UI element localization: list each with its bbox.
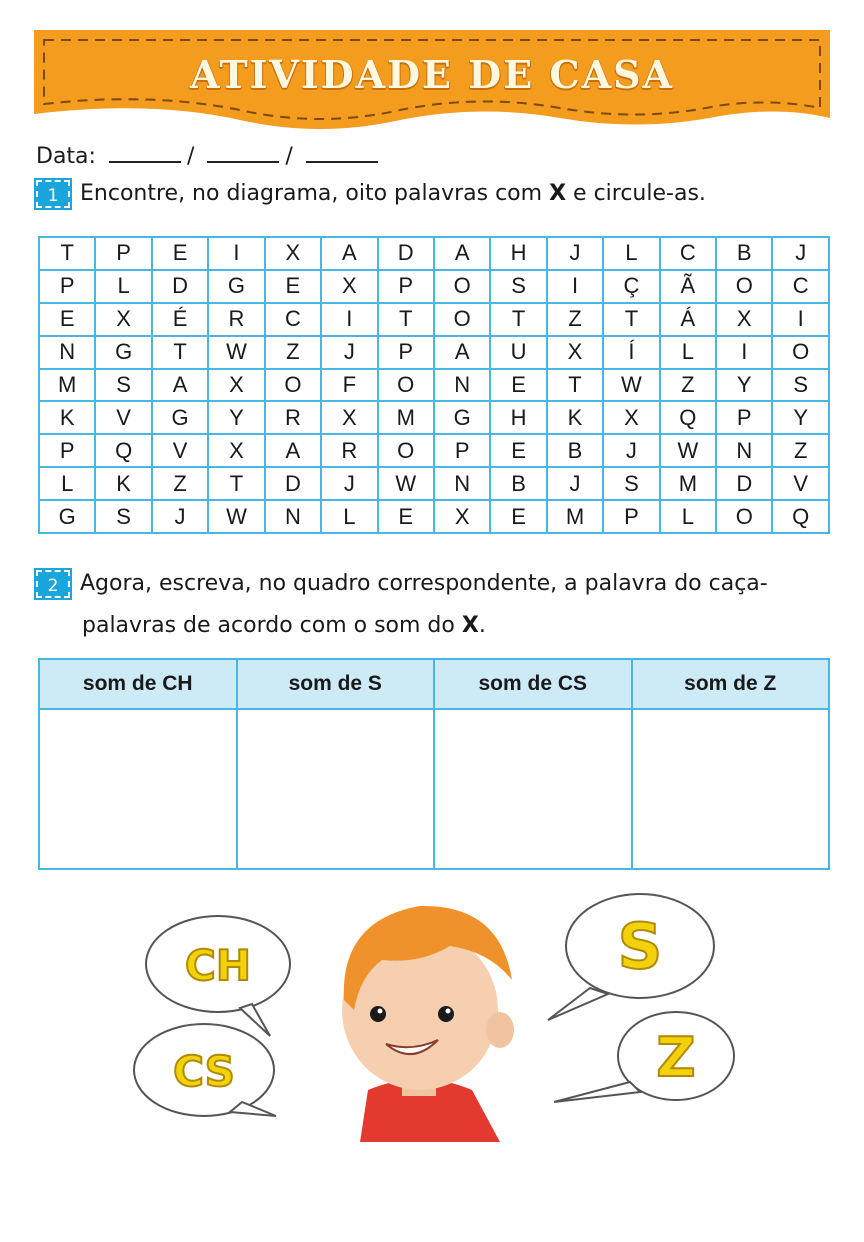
grid-cell[interactable]: J [152, 500, 208, 533]
answer-cell-s[interactable] [237, 709, 435, 869]
grid-cell[interactable]: S [95, 500, 151, 533]
question-bold-letter: X [549, 181, 567, 206]
grid-cell[interactable]: S [95, 369, 151, 402]
grid-cell[interactable]: W [378, 467, 434, 500]
grid-cell[interactable]: K [547, 401, 603, 434]
grid-cell[interactable]: Ç [603, 270, 659, 303]
grid-cell[interactable]: A [265, 434, 321, 467]
grid-cell[interactable]: Z [152, 467, 208, 500]
grid-cell[interactable]: É [152, 303, 208, 336]
grid-cell[interactable]: N [39, 336, 95, 369]
grid-cell[interactable]: X [265, 237, 321, 270]
grid-cell[interactable]: Y [208, 401, 264, 434]
date-line [36, 144, 384, 169]
grid-cell[interactable]: A [434, 336, 490, 369]
grid-cell[interactable]: L [321, 500, 377, 533]
question-bold-letter: X [461, 613, 479, 638]
grid-cell[interactable]: B [716, 237, 772, 270]
question-2 [36, 566, 836, 644]
grid-cell[interactable]: J [603, 434, 659, 467]
grid-cell[interactable]: O [716, 500, 772, 533]
page-title: ATIVIDADE DE CASA [189, 52, 675, 97]
grid-cell[interactable]: G [95, 336, 151, 369]
grid-cell[interactable]: Z [547, 303, 603, 336]
grid-cell[interactable]: O [378, 434, 434, 467]
grid-cell[interactable]: J [321, 336, 377, 369]
grid-row [39, 369, 829, 402]
question-text-end: e circule-as. [566, 181, 706, 206]
question-text: Encontre, no diagrama, oito palavras com [80, 181, 550, 206]
grid-cell[interactable]: T [39, 237, 95, 270]
grid-cell[interactable]: V [772, 467, 829, 500]
grid-cell[interactable]: T [208, 467, 264, 500]
grid-cell[interactable]: W [603, 369, 659, 402]
grid-cell[interactable]: N [716, 434, 772, 467]
grid-cell[interactable]: B [490, 467, 546, 500]
grid-cell[interactable]: C [772, 270, 829, 303]
question-text-end: . [478, 613, 486, 638]
grid-cell[interactable]: E [490, 369, 546, 402]
grid-cell[interactable]: I [716, 336, 772, 369]
grid-cell[interactable]: D [716, 467, 772, 500]
grid-cell[interactable]: A [321, 237, 377, 270]
grid-cell[interactable]: J [321, 467, 377, 500]
grid-cell[interactable]: V [95, 401, 151, 434]
grid-cell[interactable]: A [434, 237, 490, 270]
grid-cell[interactable]: X [716, 303, 772, 336]
grid-cell[interactable]: Y [772, 401, 829, 434]
grid-cell[interactable]: E [152, 237, 208, 270]
grid-cell[interactable]: J [772, 237, 829, 270]
answer-cell-ch[interactable] [39, 709, 237, 869]
grid-cell[interactable]: O [265, 369, 321, 402]
grid-cell[interactable]: P [95, 237, 151, 270]
grid-cell[interactable]: K [95, 467, 151, 500]
grid-cell[interactable]: S [772, 369, 829, 402]
grid-row [39, 467, 829, 500]
bubble-label-cs: CS [173, 1047, 235, 1096]
grid-cell[interactable]: B [547, 434, 603, 467]
header-som-z: som de Z [632, 659, 830, 709]
grid-cell[interactable]: A [152, 369, 208, 402]
word-search-grid [38, 236, 830, 534]
grid-cell[interactable]: R [208, 303, 264, 336]
grid-cell[interactable]: O [434, 270, 490, 303]
grid-cell[interactable]: E [378, 500, 434, 533]
grid-cell[interactable]: I [547, 270, 603, 303]
grid-cell[interactable]: T [490, 303, 546, 336]
grid-cell[interactable]: L [660, 500, 716, 533]
grid-cell[interactable]: X [321, 401, 377, 434]
grid-cell[interactable]: P [378, 270, 434, 303]
grid-cell[interactable]: P [603, 500, 659, 533]
grid-cell[interactable]: J [547, 237, 603, 270]
grid-cell[interactable]: X [434, 500, 490, 533]
grid-cell[interactable]: N [265, 500, 321, 533]
grid-row [39, 270, 829, 303]
grid-cell[interactable]: W [660, 434, 716, 467]
grid-cell[interactable]: P [39, 270, 95, 303]
sounds-table [38, 658, 830, 870]
grid-cell[interactable]: Z [772, 434, 829, 467]
question-number-badge: 2 [36, 570, 70, 598]
date-day-blank[interactable] [109, 147, 181, 163]
grid-cell[interactable]: D [152, 270, 208, 303]
grid-cell[interactable]: M [39, 369, 95, 402]
grid-cell[interactable]: T [603, 303, 659, 336]
header-som-s: som de S [237, 659, 435, 709]
grid-cell[interactable]: N [434, 369, 490, 402]
boy-illustration [120, 880, 760, 1150]
grid-cell[interactable]: C [265, 303, 321, 336]
grid-cell[interactable]: P [434, 434, 490, 467]
question-text-line2: palavras de acordo com o som do [82, 613, 462, 638]
grid-cell[interactable]: E [265, 270, 321, 303]
boy-character [342, 906, 514, 1142]
grid-cell[interactable]: G [434, 401, 490, 434]
grid-cell[interactable]: X [95, 303, 151, 336]
grid-cell[interactable]: L [603, 237, 659, 270]
grid-cell[interactable]: O [434, 303, 490, 336]
grid-cell[interactable]: I [208, 237, 264, 270]
grid-cell[interactable]: G [39, 500, 95, 533]
grid-cell[interactable]: P [39, 434, 95, 467]
date-month-blank[interactable] [207, 147, 279, 163]
grid-cell[interactable]: L [39, 467, 95, 500]
grid-cell[interactable]: O [716, 270, 772, 303]
grid-cell[interactable]: Á [660, 303, 716, 336]
grid-cell[interactable]: Ã [660, 270, 716, 303]
grid-cell[interactable]: M [378, 401, 434, 434]
grid-cell[interactable]: R [321, 434, 377, 467]
bubble-label-s: S [617, 910, 663, 983]
grid-cell[interactable]: J [547, 467, 603, 500]
speech-bubble-s [548, 894, 714, 1020]
grid-cell[interactable]: P [716, 401, 772, 434]
grid-cell[interactable]: Í [603, 336, 659, 369]
date-separator: / [285, 144, 293, 169]
grid-row [39, 500, 829, 533]
date-year-blank[interactable] [306, 147, 378, 163]
grid-cell[interactable]: T [152, 336, 208, 369]
grid-cell[interactable]: M [547, 500, 603, 533]
grid-cell[interactable]: N [434, 467, 490, 500]
grid-cell[interactable]: I [321, 303, 377, 336]
grid-cell[interactable]: Z [265, 336, 321, 369]
grid-cell[interactable]: D [378, 237, 434, 270]
speech-bubble-ch [146, 916, 290, 1036]
bubble-label-ch: CH [185, 941, 251, 990]
grid-cell[interactable]: Q [660, 401, 716, 434]
grid-cell[interactable]: W [208, 336, 264, 369]
grid-cell[interactable]: L [95, 270, 151, 303]
grid-cell[interactable]: G [208, 270, 264, 303]
grid-cell[interactable]: O [772, 336, 829, 369]
grid-cell[interactable]: U [490, 336, 546, 369]
header-som-ch: som de CH [39, 659, 237, 709]
grid-cell[interactable]: H [490, 401, 546, 434]
grid-cell[interactable]: X [321, 270, 377, 303]
question-text-continuation [36, 608, 836, 644]
grid-cell[interactable]: E [490, 434, 546, 467]
grid-cell[interactable]: X [208, 369, 264, 402]
grid-cell[interactable]: R [265, 401, 321, 434]
grid-cell[interactable]: E [39, 303, 95, 336]
grid-cell[interactable]: P [378, 336, 434, 369]
grid-cell[interactable]: F [321, 369, 377, 402]
grid-cell[interactable]: H [490, 237, 546, 270]
grid-cell[interactable]: Q [95, 434, 151, 467]
answer-cell-z[interactable] [632, 709, 830, 869]
speech-bubble-cs [134, 1024, 276, 1116]
grid-cell[interactable]: K [39, 401, 95, 434]
answer-cell-cs[interactable] [434, 709, 632, 869]
grid-cell[interactable]: E [490, 500, 546, 533]
bubble-label-z: Z [656, 1026, 696, 1089]
grid-row [39, 303, 829, 336]
speech-bubble-z [554, 1012, 734, 1102]
grid-cell[interactable]: C [660, 237, 716, 270]
grid-cell[interactable]: L [660, 336, 716, 369]
grid-cell[interactable]: X [208, 434, 264, 467]
date-label: Data: [36, 144, 96, 169]
grid-cell[interactable]: Z [660, 369, 716, 402]
grid-cell[interactable]: G [152, 401, 208, 434]
grid-cell[interactable]: S [603, 467, 659, 500]
grid-cell[interactable]: M [660, 467, 716, 500]
question-text: Agora, escreva, no quadro correspondente, a palavra do caça- [80, 571, 768, 596]
grid-cell[interactable]: O [378, 369, 434, 402]
grid-cell[interactable]: Y [716, 369, 772, 402]
question-1 [36, 176, 706, 212]
grid-row [39, 401, 829, 434]
grid-cell[interactable]: T [547, 369, 603, 402]
grid-row [39, 336, 829, 369]
grid-cell[interactable]: S [490, 270, 546, 303]
grid-cell[interactable]: X [547, 336, 603, 369]
date-separator: / [186, 144, 195, 169]
grid-cell[interactable]: Q [772, 500, 829, 533]
grid-row [39, 237, 829, 270]
grid-row [39, 434, 829, 467]
grid-cell[interactable]: I [772, 303, 829, 336]
grid-cell[interactable]: D [265, 467, 321, 500]
grid-cell[interactable]: X [603, 401, 659, 434]
grid-cell[interactable]: T [378, 303, 434, 336]
header-som-cs: som de CS [434, 659, 632, 709]
grid-cell[interactable]: W [208, 500, 264, 533]
grid-cell[interactable]: V [152, 434, 208, 467]
question-number-badge: 1 [36, 180, 70, 208]
